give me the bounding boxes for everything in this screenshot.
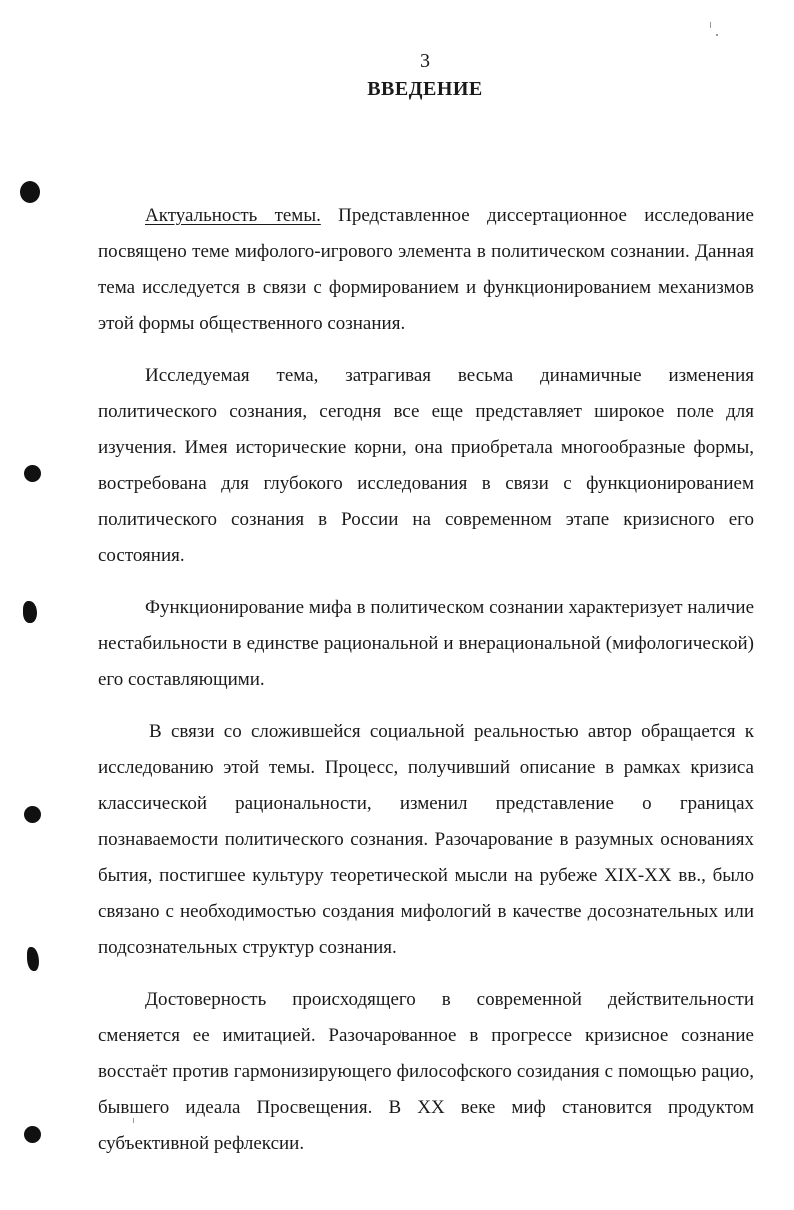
binder-hole-mark [24,806,41,823]
section-lead: Актуальность темы. [145,205,321,226]
binder-hole-mark [20,181,40,203]
paragraph: Достоверность происходящего в современной действительности сменяется ее имитацией. Разочарованное в прогрессе кризисное сознание восстаёт против гармонизирующего философского созидания с помощью рацио, бывшего идеала Просвещения. В XX веке миф становится продуктом субъективной рефлексии. [98,989,754,1154]
page-number: 3 [420,50,430,72]
binder-hole-mark [23,601,37,623]
scan-speck [716,34,718,36]
scan-speck [710,22,711,28]
paragraph: Функционирование мифа в политическом сознании характеризует наличие нестабильности в единстве рациональной и внерациональной (мифологической) его составляющими. [98,597,754,690]
paragraph: В связи со сложившейся социальной реальностью автор обращается к исследованию этой темы. Процесс, получивший описание в рамках кризиса классической рациональности, изменил представление о границах познаваемости политического сознания. Разочарование в разумных основаниях бытия, постигшее культуру теоретической мысли на рубеже XIX-XX вв., было связано с необходимостью создания мифологий в качестве досознательных или подсознательных структур сознания. [98,721,754,958]
paragraph [98,198,754,342]
binder-hole-mark [24,1126,41,1143]
binder-hole-mark [24,465,41,482]
paragraph: Исследуемая тема, затрагивая весьма динамичные изменения политического сознания, сегодня все еще представляет широкое поле для изучения. Имея исторические корни, она приобретала многообразные формы, востребована для глубокого исследования в связи с функционированием политического сознания в России на современном этапе кризисного его состояния. [98,365,754,566]
document-body [98,198,754,1178]
binder-hole-mark [27,947,39,971]
page-title: ВВЕДЕНИЕ [367,78,483,100]
paragraph-text: Представленное диссертационное исследование посвящено теме мифолого-игрового элемента в политическом сознании. Данная тема исследуется в связи с формированием и функционированием механизмов этой формы общественного сознания. [98,205,754,334]
